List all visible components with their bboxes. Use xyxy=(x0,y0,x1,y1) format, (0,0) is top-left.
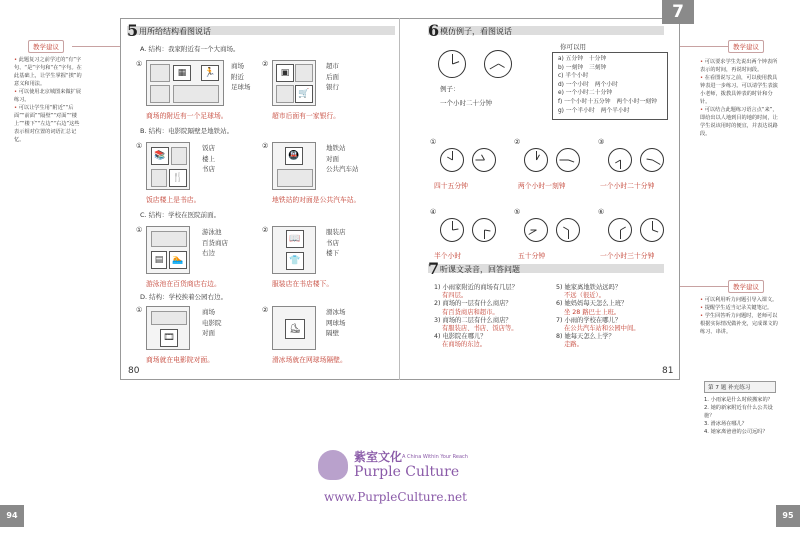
clock-item2-num: ② xyxy=(514,138,521,146)
chapter-tab: 7 xyxy=(662,0,694,24)
group-d-item2-answer: 滑冰场就在网球场隔壁。 xyxy=(272,356,347,364)
group-c-item1-words: 游泳池 百货商店 右边 xyxy=(202,228,228,257)
right-teaching-notes-1 xyxy=(700,58,780,138)
section6-number: 6 xyxy=(428,21,440,40)
right-note-item: • 可以利用听力问题引导入课文。 xyxy=(700,297,778,303)
cart-icon: 🛒 xyxy=(295,85,313,103)
clock-item2-answer: 两个小时一刻钟 xyxy=(518,182,566,190)
clock-item4-num: ④ xyxy=(430,208,437,216)
option-item: g) 一个半小时 两个半小时 xyxy=(558,107,630,114)
logo-en: Purple Culture xyxy=(354,464,460,480)
left-note-item: • 此题复习之前学过的“有”字句、“是”字句和“在”字句。在此基础上，让学生掌握“挨”的意义和用法。 xyxy=(14,57,82,87)
group-d-item1-answer: 商场就在电影院对面。 xyxy=(146,356,214,364)
clock-item6-start xyxy=(608,218,632,242)
group-c-item1-num: ① xyxy=(136,226,143,234)
qa-item: 2) 商场的一层有什么商店？ 有百货商店和超市。 xyxy=(434,300,512,316)
clock-item4-answer: 半个小时 xyxy=(434,252,462,260)
group-b-label: B. 结构：电影院隔壁是地铁站。 xyxy=(140,127,234,135)
exercise-item: 2. 她的新家附近有什么公共设施？ xyxy=(704,405,773,419)
option-item: f) 一个小时十五分钟 两个小时一刻钟 xyxy=(558,98,657,105)
purple-culture-logo xyxy=(318,448,488,508)
options-title: 你可以用 xyxy=(560,43,586,51)
group-a-item1-words: 商场 附近 足球场 xyxy=(231,62,251,91)
group-a-item1-picture xyxy=(146,60,224,106)
left-teaching-notes xyxy=(14,56,84,144)
right-note-item: • 可以要求学生先说出两个钟表所表示的时间，再说时间段。 xyxy=(700,59,778,73)
right-badge-line-1 xyxy=(680,46,728,47)
clock-item3-num: ③ xyxy=(598,138,605,146)
clock-item6-answer: 一个小时三十分钟 xyxy=(600,252,655,260)
left-page-number: 80 xyxy=(128,366,140,376)
section6-header xyxy=(428,21,664,40)
example-clock-2 xyxy=(484,50,512,78)
group-a-item2-words: 超市 后面 银行 xyxy=(326,62,339,91)
group-a-item2-picture xyxy=(272,60,316,106)
group-b-item1-num: ① xyxy=(136,142,143,150)
option-item: a) 五分钟 十分钟 xyxy=(558,56,607,62)
right-teaching-badge-1: 教学建议 xyxy=(728,40,764,53)
group-b-item2-words: 地铁站 对面 公共汽车站 xyxy=(326,144,359,173)
right-note-item: • 学生回答听力问题时，老师可以根据实际情况做补充，完成课文的练习、串讲。 xyxy=(700,313,778,335)
group-c-item2-answer: 服装店在书店楼下。 xyxy=(272,280,334,288)
clock-item1-start xyxy=(440,148,464,172)
group-c-item1-picture xyxy=(146,226,190,274)
qa-item: 6) 她妈妈每天怎么上班？ 坐 28 路巴士上班。 xyxy=(556,300,628,316)
qa-item: 1) 小雨家附近的商场有几层？ 有四层。 xyxy=(434,284,519,300)
group-c-item2-words: 服装店 书店 楼下 xyxy=(326,228,346,257)
exercise-tag: 第 7 题 补充练习 xyxy=(704,381,776,393)
section5-title: 用所给结构看图说话 xyxy=(139,27,211,36)
clock-item5-num: ⑤ xyxy=(514,208,521,216)
exit-runner-icon: 🏃 xyxy=(201,65,219,81)
group-a-item1-num: ① xyxy=(136,60,143,68)
right-note-item: • 在看图说写之前，可以使用教具钟表进一步练习。可以请学生表演小老师，拨教具钟表的时针和分针。 xyxy=(700,75,778,105)
right-note-item: • 可以结合此题练习语言点“来”，即给出以人地到目的地的时间，让学生说该用时的便宜，并表达说路段。 xyxy=(700,107,778,137)
clock-item1-num: ① xyxy=(430,138,437,146)
exercise-item: 3. 滑冰场在哪儿？ xyxy=(704,421,747,427)
clock-item4-start xyxy=(440,218,464,242)
right-page-number: 81 xyxy=(662,366,674,376)
example-answer: 一个小时二十分钟 xyxy=(440,99,492,107)
exercise-item: 4. 她家离爸爸的公司远吗？ xyxy=(704,429,768,435)
group-d-item1-picture xyxy=(146,306,190,350)
left-badge-line xyxy=(72,46,120,47)
group-c-item1-answer: 游泳池在百货商店右边。 xyxy=(146,280,221,288)
left-outer-page-number: 94 xyxy=(0,505,24,527)
group-a-label: A. 结构：我家附近有一个大商场。 xyxy=(140,45,240,53)
right-teaching-notes-2 xyxy=(700,296,780,336)
example-clock-1 xyxy=(438,50,466,78)
clock-item5-end xyxy=(556,218,580,242)
exercise-item: 1. 小雨家是什么时候搬家的？ xyxy=(704,397,773,403)
clothing-icon: 👕 xyxy=(286,252,304,270)
skating-icon: ⛸ xyxy=(285,319,305,339)
right-outer-page-number: 95 xyxy=(776,505,800,527)
option-item: c) 半个小时 xyxy=(558,73,589,80)
clock-item6-num: ⑥ xyxy=(598,208,605,216)
group-c-label: C. 结构：学校在医院前面。 xyxy=(140,211,221,219)
bookstore-icon: 📚 xyxy=(151,147,169,165)
clock-item1-answer: 四十五分钟 xyxy=(434,182,468,190)
group-c-item2-picture xyxy=(272,226,316,274)
group-a-item1-answer: 商场的附近有一个足球场。 xyxy=(146,112,228,120)
group-b-item2-answer: 地铁站的对面是公共汽车站。 xyxy=(272,196,361,204)
right-teaching-badge-2: 教学建议 xyxy=(728,280,764,293)
group-c-item2-num: ② xyxy=(262,226,269,234)
group-b-item1-picture xyxy=(146,142,190,190)
example-label: 例子： xyxy=(440,85,460,93)
group-b-item2-picture xyxy=(272,142,316,190)
logo-tagline: A China Within Your Reach xyxy=(402,454,468,460)
section7-number: 7 xyxy=(428,259,440,278)
restaurant-icon: 🍴 xyxy=(169,169,187,187)
qa-item: 8) 她每天怎么上学？ 走路。 xyxy=(556,333,615,349)
left-note-item: • 可以让学生用“附近”“后面”“前面”“隔壁”“对面”“楼上”“楼下”“左边”“右边”这些表示相对位置的词语汇总记忆。 xyxy=(14,105,80,143)
group-d-item2-num: ② xyxy=(262,306,269,314)
section7-title: 听课文录音，回答问题 xyxy=(440,265,520,274)
section7-header xyxy=(428,259,664,278)
logo-cn: 紫室文化 xyxy=(354,450,403,464)
clock-item2-start xyxy=(524,148,548,172)
qa-left-column xyxy=(434,284,552,350)
film-icon: 🎞 xyxy=(160,329,178,347)
clock-item5-answer: 五十分钟 xyxy=(518,252,546,260)
group-d-label: D. 结构：学校挨着公园右边。 xyxy=(140,293,228,301)
group-a-item2-num: ② xyxy=(262,60,269,68)
qa-item: 4) 电影院在哪儿？ 在商场的东边。 xyxy=(434,333,487,349)
group-d-item2-words: 滑冰场 网球场 隔壁 xyxy=(326,308,346,337)
safe-icon: ▣ xyxy=(276,64,294,82)
lotus-logo-icon xyxy=(318,450,348,480)
clock-item3-start xyxy=(608,148,632,172)
clock-item1-end xyxy=(472,148,496,172)
qa-item: 7) 小雨的学校在哪儿？ 在公共汽车站和公园中间。 xyxy=(556,316,640,333)
exercise-list xyxy=(704,396,780,436)
section5-header xyxy=(127,21,395,40)
group-b-item1-answer: 饭店楼上是书店。 xyxy=(146,196,201,204)
group-d-item2-picture xyxy=(272,306,316,350)
clock-item5-start xyxy=(524,218,548,242)
group-b-item1-words: 饭店 楼上 书店 xyxy=(202,144,215,173)
left-teaching-badge: 教学建议 xyxy=(28,40,64,53)
section6-title: 模仿例子，看图说话 xyxy=(440,27,512,36)
clock-item3-answer: 一个小时二十分钟 xyxy=(600,182,655,190)
swimming-icon: 🏊 xyxy=(169,251,187,269)
right-note-item: • 提醒学生适当记录关键笔记。 xyxy=(700,305,773,311)
bookshelf-icon: 📖 xyxy=(286,230,304,248)
page-divider xyxy=(399,18,400,380)
option-item: b) 一刻钟 三刻钟 xyxy=(558,64,607,71)
qa-item: 5) 她家离地铁站远吗？ 不远（很近）。 xyxy=(556,284,622,300)
group-a-item2-answer: 超市后面有一家银行。 xyxy=(272,112,340,120)
right-badge-line-2 xyxy=(680,286,728,287)
clock-item2-end xyxy=(556,148,580,172)
group-d-item1-words: 商场 电影院 对面 xyxy=(202,308,222,337)
option-item: d) 一个小时 两个小时 xyxy=(558,81,618,88)
clock-item6-end xyxy=(640,218,664,242)
clock-item3-end xyxy=(640,148,664,172)
clock-item4-end xyxy=(472,218,496,242)
section5-number: 5 xyxy=(127,21,139,40)
logo-url: www.PurpleCulture.net xyxy=(324,490,467,504)
left-note-item: • 可以使用北京城图来做扩展练习。 xyxy=(14,89,81,103)
shop-icon: ▤ xyxy=(151,251,167,269)
qa-right-column xyxy=(556,284,674,350)
qa-item: 3) 商场的二层有什么商店？ 有服装店、书店、饭店等。 xyxy=(434,316,518,333)
group-b-item2-num: ② xyxy=(262,142,269,150)
options-box xyxy=(552,52,668,120)
option-item: e) 一个小时二十分钟 xyxy=(558,90,613,97)
subway-icon: 🚇 xyxy=(285,147,303,165)
shopping-icon: ▦ xyxy=(173,65,191,81)
group-d-item1-num: ① xyxy=(136,306,143,314)
